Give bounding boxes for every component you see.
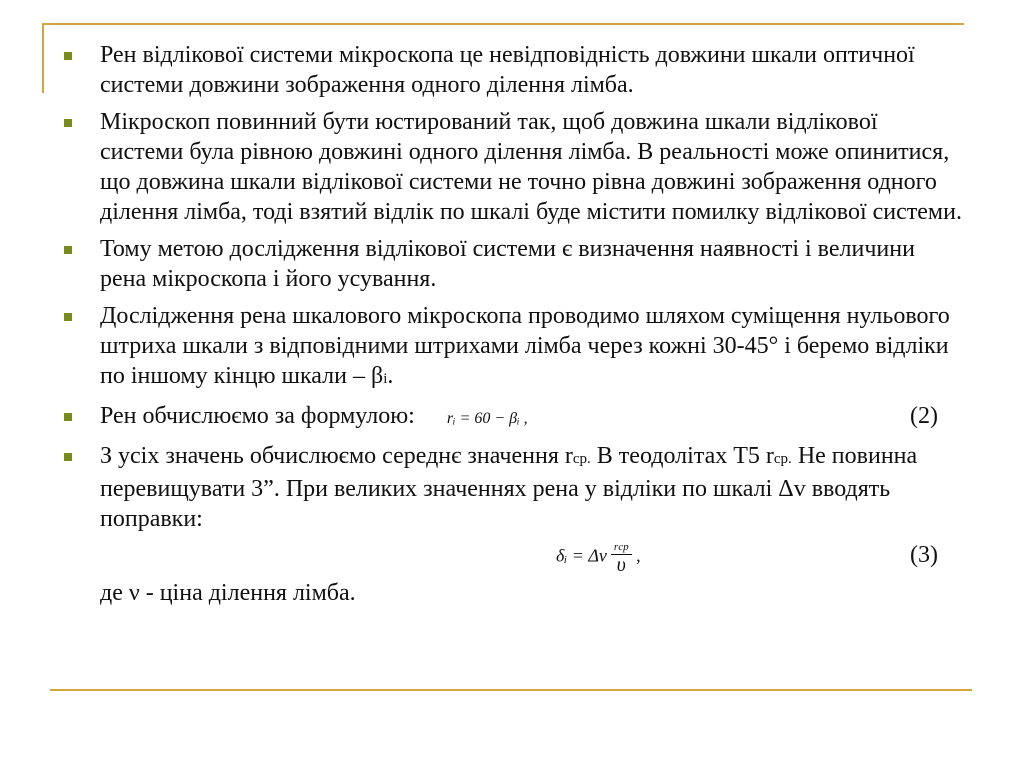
slide-content (62, 40, 962, 608)
square-bullet-icon (64, 119, 72, 127)
item-text-end: . (387, 363, 394, 389)
fraction-numerator: rср (611, 540, 632, 555)
item-text-a: З усіх значень обчислюємо середнє значення r (100, 443, 573, 469)
item-text-c: Не повинна перевищувати 3”. При великих значеннях рена у відліки по шкалі Δv вводять поправки: (100, 443, 918, 532)
formula-3 (556, 540, 641, 575)
bullet-item-1 (62, 40, 962, 100)
square-bullet-icon (64, 453, 72, 461)
subscript: i (383, 371, 388, 387)
left-rule (42, 23, 44, 93)
square-bullet-icon (64, 52, 72, 60)
formula-3-lhs: δᵢ = Δν (556, 545, 607, 566)
equation-number-2: (2) (910, 403, 938, 429)
item-text: Тому метою дослідження відлікової системи є визначення наявності і величини рена мікроскопа і його усування. (100, 236, 915, 292)
bullet-item-6 (62, 441, 962, 534)
formula-2: rᵢ = 60 − βᵢ , (446, 410, 528, 427)
square-bullet-icon (64, 246, 72, 254)
item-text: Рен обчислюємо за формулою: (100, 403, 415, 429)
square-bullet-icon (64, 313, 72, 321)
equation-number-3: (3) (910, 542, 938, 568)
formula-3-tail: , (631, 545, 641, 566)
formula-3-fraction (611, 540, 632, 575)
top-rule (42, 23, 964, 25)
subscript-a: ср. (572, 451, 591, 467)
where-text: де ν - ціна ділення лімба. (100, 580, 356, 606)
bullet-item-2 (62, 107, 962, 227)
item-text: Дослідження рена шкалового мікроскопа проводимо шляхом суміщення нульового штриха шкали з відповідними штрихами лімба через кожні 30-45° і беремо відліки по іншому кінцю шкали – β (100, 303, 950, 389)
bottom-rule (50, 689, 972, 691)
bullet-item-4 (62, 301, 962, 394)
formula-3-row (62, 534, 962, 578)
item-text-b: В теодолітах Т5 r (590, 443, 774, 469)
bullet-item-3 (62, 234, 962, 294)
item-text: Рен відлікової системи мікроскопа це невідповідність довжини шкали оптичної системи довжини зображення одного ділення лімба. (100, 42, 915, 98)
fraction-denominator: υ (616, 554, 626, 576)
subscript-b: ср. (773, 451, 792, 467)
bullet-item-5 (62, 401, 962, 434)
item-text: Мікроскоп повинний бути юстирований так, щоб довжина шкали відлікової системи була рівною довжині одного ділення лімба. В реальності може опинитися, що довжина шкали відлікової системи не точно рівна довжині зображення одного ділення лімба, тоді взятий відлік по шкалі буде містити помилку відлікової системи. (100, 109, 962, 225)
square-bullet-icon (64, 413, 72, 421)
